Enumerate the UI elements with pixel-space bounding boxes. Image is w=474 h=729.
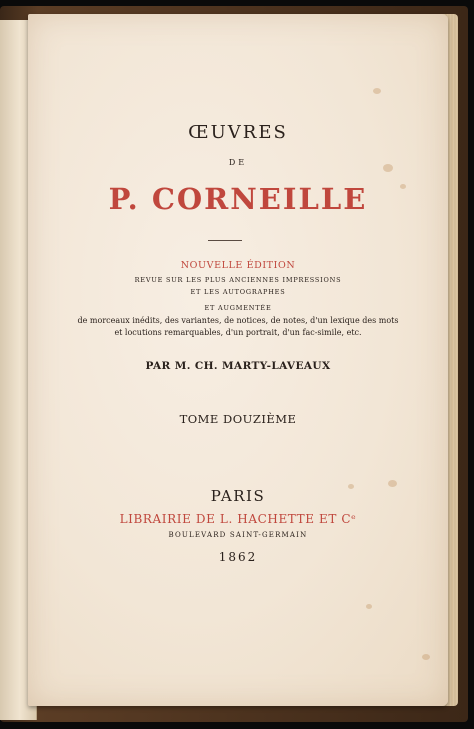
edition-line: NOUVELLE ÉDITION: [180, 260, 296, 271]
foxing-spot: [373, 88, 381, 94]
augmentee-line: ET AUGMENTÉE: [204, 304, 272, 312]
editor-line: PAR M. CH. MARTY-LAVEAUX: [145, 360, 331, 372]
foxing-spot: [422, 654, 430, 660]
divider-rule: [208, 240, 242, 241]
address-line: BOULEVARD SAINT-GERMAIN: [168, 531, 308, 539]
series-title: ŒUVRES: [188, 122, 288, 143]
foxing-spot: [388, 480, 397, 487]
description-line-1: de morceaux inédits, des variantes, de notices, de notes, d'un lexique des mots: [77, 316, 399, 325]
year-line: 1862: [218, 550, 258, 564]
publisher-line: LIBRAIRIE DE L. HACHETTE ET Cᵉ: [119, 512, 357, 526]
city-line: PARIS: [210, 487, 266, 505]
revue-line: REVUE SUR LES PLUS ANCIENNES IMPRESSIONS: [134, 276, 342, 284]
foxing-spot: [366, 604, 372, 609]
author-name: P. CORNEILLE: [108, 182, 368, 216]
description-line-2: et locutions remarquables, d'un portrait, d'un fac-simile, etc.: [114, 328, 362, 337]
volume-line: TOME DOUZIÈME: [179, 412, 297, 426]
autographes-line: ET LES AUTOGRAPHES: [190, 288, 286, 296]
preposition-de: DE: [228, 158, 248, 167]
